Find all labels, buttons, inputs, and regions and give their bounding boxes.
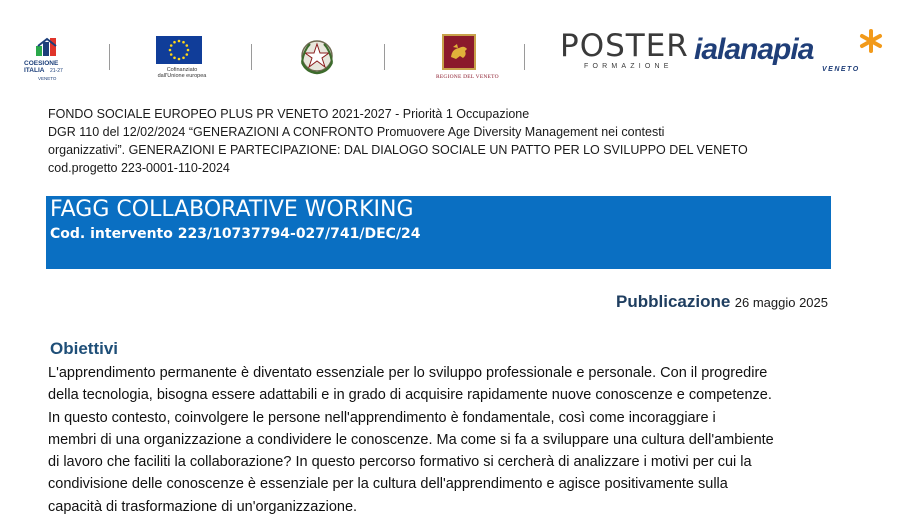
coesione-italia-logo: [24, 36, 70, 82]
logo-divider: [524, 44, 525, 70]
paragraph-line: di lavoro che faciliti la collaborazione? In questo percorso formativo si cercherà di analizzare i motivi per cui la: [48, 454, 752, 471]
header-line: FONDO SOCIALE EUROPEO PLUS PR VENETO 2021-2027 - Priorità 1 Occupazione: [48, 107, 530, 121]
coesione-years: 21-27: [50, 68, 63, 74]
eu-text-line-2: dall'Unione europea: [157, 73, 207, 79]
paragraph-line: della tecnologia, bisogna essere adattabili e in grado di acquisire rapidamente nuove conoscenze e competenze.: [48, 387, 772, 404]
course-banner: [46, 196, 831, 269]
paragraph-line: membri di una organizzazione a condividere le conoscenze. Ma come si fa a sviluppare una cultura dell'ambiente: [48, 431, 774, 448]
coesione-line-1: COESIONE: [24, 60, 59, 67]
asterisk-icon: [858, 28, 884, 54]
eu-flag-icon: [156, 36, 202, 64]
paragraph-line: L'apprendimento permanente è diventato essenziale per lo sviluppo professionale e personale. Con il progredire: [48, 365, 768, 381]
publication-label: Pubblicazione: [616, 292, 731, 311]
coesione-italia-icon: [34, 36, 60, 58]
poster-formazione-logo: [560, 28, 689, 80]
logo-divider: [251, 44, 252, 70]
eu-text-line-1: Cofinanziato: [166, 67, 198, 73]
course-code: Cod. intervento 223/10737794-027/741/DEC/24: [50, 226, 421, 242]
publication-info: [616, 292, 828, 312]
project-header: [48, 105, 848, 177]
logo-bar: [0, 26, 898, 86]
poster-subtitle: FORMAZIONE: [584, 63, 673, 70]
veneto-lion-shield-icon: [442, 34, 476, 70]
ialanapia-subtitle: VENETO: [822, 66, 860, 73]
objectives-heading: Obiettivi: [50, 339, 119, 358]
header-line: cod.progetto 223-0001-110-2024: [48, 161, 230, 175]
italian-republic-emblem-icon: [296, 36, 338, 76]
coesione-line-2: ITALIA: [24, 67, 45, 74]
veneto-label: REGIONE DEL VENETO: [436, 74, 499, 80]
coesione-region: VENETO: [38, 76, 57, 81]
ialanapia-logo: [694, 32, 888, 82]
italian-republic-emblem: [296, 36, 338, 76]
regione-veneto-logo: [436, 34, 499, 82]
logo-divider: [384, 44, 385, 70]
header-line: DGR 110 del 12/02/2024 “GENERAZIONI A CONFRONTO Promuovere Age Diversity Management nei contesti: [48, 125, 665, 139]
header-line: organizzativi”. GENERAZIONI E PARTECIPAZIONE: DAL DIALOGO SOCIALE UN PATTO PER LO SVILUPPO DEL VENETO: [48, 143, 748, 157]
poster-wordmark: POSTER: [560, 28, 689, 64]
eu-cofunding-logo: [156, 36, 208, 84]
paragraph-line: In questo contesto, coinvolgere le persone nell'apprendimento è fondamentale, così come incoraggiare i: [48, 409, 716, 426]
ialanapia-wordmark: ialanapia: [694, 33, 814, 66]
paragraph-line: condivisione delle conoscenze è essenziale per la cultura dell'apprendimento e agisce positivamente sulla: [48, 476, 728, 493]
objectives-paragraph: [48, 362, 838, 518]
paragraph-line: capacità di trasformazione di un'organizzazione.: [48, 498, 358, 515]
course-title: FAGG COLLABORATIVE WORKING: [50, 197, 414, 222]
logo-divider: [109, 44, 110, 70]
publication-date: 26 maggio 2025: [734, 295, 828, 310]
